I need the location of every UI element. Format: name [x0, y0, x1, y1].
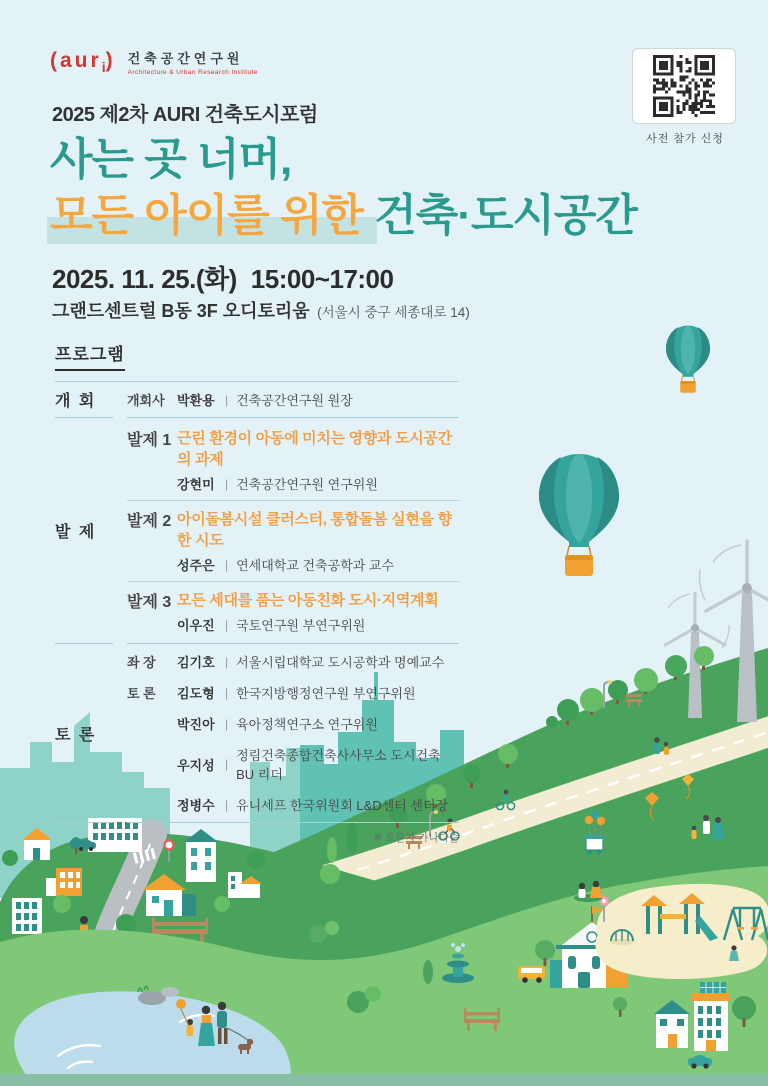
presentation-title: 아이돌봄시설 클러스터, 통합돌봄 실현을 향한 시도: [177, 511, 452, 549]
program-heading: 프로그램: [55, 340, 125, 371]
discussion-row: 우지성 | 정림건축종합건축사사무소 도시건축 BU 리더: [177, 748, 441, 782]
section-label: 토 론: [55, 644, 113, 823]
event-label: 2025 제2차 AURI 건축도시포럼: [52, 104, 318, 126]
section-label: 개 회: [55, 382, 113, 418]
presentation-title: 근린 환경이 아동에 미치는 영향과 도시공간의 과제: [177, 430, 452, 468]
program-table: [55, 381, 459, 823]
presentation-row: 발제 3 모든 세대를 품는 아동친화 도시·지역계획 이우진 | 국토연구원 부연구위원: [127, 581, 459, 641]
venue-name: 그랜드센트럴 B동 3F 오디토리움: [52, 301, 310, 321]
event-venue: [52, 297, 470, 323]
logo-name-korean: 건축공간연구원: [127, 51, 244, 66]
auri-logo-mark: (aur$_i$): [50, 48, 116, 76]
program-section: [55, 340, 459, 845]
venue-address: (서울시 중구 세종대로 14): [317, 305, 470, 320]
discussion-row: 토 론 김도형 | 한국지방행정연구원 부연구위원: [127, 685, 416, 701]
title-rest: 건축·도시공간: [362, 190, 637, 240]
qr-code-svg: [653, 55, 715, 117]
discussion-row: 정병수 | 유니세프 한국위원회 L&D센터 센터장: [177, 797, 449, 813]
program-row: 개회사 박환용 | 건축공간연구원 원장: [127, 392, 353, 408]
discussion-row: 좌 장 김기호 | 서울시립대학교 도시공학과 명예교수: [127, 654, 445, 670]
program-section-presentations: [55, 418, 459, 644]
logo-name-english: Architecture & Urban Research Institute: [127, 69, 258, 76]
presentation-row: 발제 1 근린 환경이 아동에 미치는 영향과 도시공간의 과제 강현미 | 건축공간연구원 연구위원: [127, 420, 459, 500]
section-label: 발 제: [55, 418, 113, 644]
presentation-title: 모든 세대를 품는 아동친화 도시·지역계획: [177, 592, 439, 609]
qr-caption: 사전 참가 신청: [646, 133, 724, 145]
poster-title: [50, 133, 637, 242]
program-section-discussion: [55, 644, 459, 823]
event-date: 2025. 11. 25.(화): [52, 264, 237, 294]
qr-code[interactable]: [632, 48, 736, 124]
qr-registration: [632, 48, 738, 146]
program-footnote: ※ 토론자 가나다순: [373, 832, 459, 844]
event-datetime: [52, 259, 393, 296]
title-line1: 사는 곳 너머,: [50, 135, 292, 184]
event-time: 15:00~17:00: [250, 264, 394, 294]
discussion-row: 박진아 | 육아정책연구소 연구위원: [177, 716, 378, 732]
presentation-row: 발제 2 아이돌봄시설 클러스터, 통합돌봄 실현을 향한 시도 성주은 | 연세대학교 건축공학과 교수: [127, 500, 459, 581]
title-emphasis: 모든 아이를 위한: [50, 190, 363, 240]
title-line2: [50, 189, 637, 243]
program-section-opening: [55, 382, 459, 418]
auri-logo: [50, 48, 258, 76]
